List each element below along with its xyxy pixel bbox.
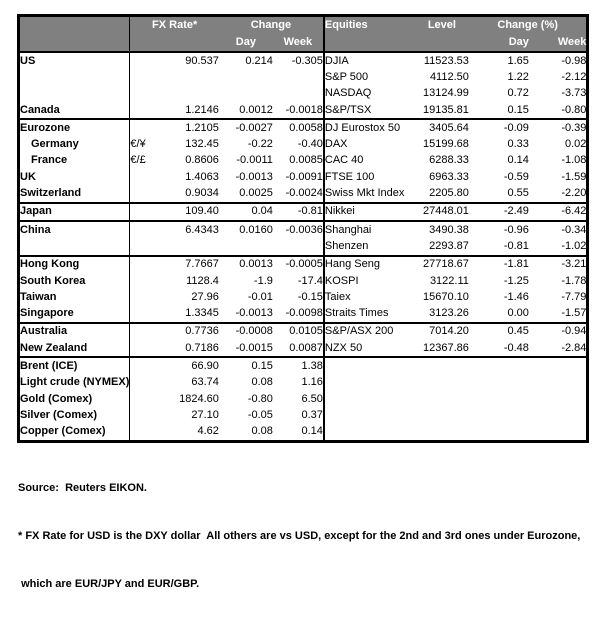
equity-change-day-cell: 0.33 [507, 138, 529, 151]
equity-change-week-cell: -3.21 [529, 256, 588, 273]
equity-level-cell: 6963.33 [429, 170, 469, 183]
equity-level-cell: 3122.11 [429, 274, 469, 287]
country-label-cell: France [19, 153, 130, 169]
equity-change-week-cell: -0.34 [529, 221, 588, 238]
equity-name-cell: DJIA [324, 52, 415, 69]
table-row [19, 256, 588, 273]
fx-rate-cell: 4.62 [197, 425, 219, 438]
fx-rate-cell: 1824.60 [179, 392, 219, 405]
equity-name-cell [324, 375, 415, 391]
fx-change-week-cell: -0.0024 [273, 185, 324, 202]
table-row [19, 407, 588, 423]
header-eq-day: Day [469, 34, 529, 52]
equity-change-week-cell: -2.12 [561, 70, 587, 83]
equity-name-cell: KOSPI [324, 274, 359, 287]
currency-pair-cell [130, 305, 164, 322]
fx-change-day-cell: 0.04 [219, 203, 273, 221]
equity-change-day-cell: 0.45 [469, 323, 529, 340]
equity-level-cell: 4112.50 [429, 70, 469, 83]
fx-rate-cell: 63.74 [191, 376, 219, 389]
equity-change-day-cell: -1.81 [469, 256, 529, 273]
equity-name-cell: S&P/TSX [324, 103, 372, 116]
fx-rate-cell: 132.45 [185, 138, 219, 151]
currency-pair-cell [130, 221, 164, 238]
currency-pair-cell [130, 273, 164, 289]
table-body [19, 52, 588, 441]
equity-change-week-cell: -1.08 [561, 154, 587, 167]
country-label-cell: Copper (Comex) [19, 424, 130, 442]
equity-change-day-cell: -2.49 [469, 203, 529, 221]
equity-change-day-cell [469, 424, 529, 442]
equity-level-cell [415, 407, 469, 423]
equity-change-day-cell: -0.81 [503, 239, 529, 252]
equity-name-cell: Nikkei [324, 203, 415, 221]
fx-change-day-cell: 0.0012 [239, 103, 273, 116]
currency-pair-cell [130, 289, 164, 305]
country-label-cell: Silver (Comex) [19, 407, 130, 423]
table-row [19, 340, 588, 357]
fx-change-day-cell: -0.0013 [235, 170, 273, 183]
equity-change-week-cell: -1.78 [561, 274, 587, 287]
fx-change-week-cell: 0.0105 [273, 323, 324, 340]
equity-change-week-cell [529, 357, 588, 374]
table-header [19, 16, 588, 53]
country-label-cell: Gold (Comex) [19, 391, 130, 407]
table-row [19, 136, 588, 152]
table-row [19, 375, 588, 391]
currency-pair-cell [130, 357, 164, 374]
country-label-cell: New Zealand [19, 340, 130, 357]
fx-rate-cell: 66.90 [164, 357, 219, 374]
equity-level-cell: 19135.81 [423, 103, 469, 116]
fx-change-week-cell: 0.37 [273, 407, 324, 423]
fx-rate-cell: 0.8606 [185, 154, 219, 167]
currency-pair-cell [130, 119, 164, 136]
equity-level-cell: 11523.53 [415, 52, 469, 69]
fx-rate-cell: 1.2105 [164, 119, 219, 136]
equity-name-cell [324, 407, 415, 423]
equity-change-week-cell [529, 391, 588, 407]
fx-footnote-line-1: * FX Rate for USD is the DXY dollar All others are vs USD, except for the 2nd and 3rd ones under Eurozone, [18, 529, 581, 542]
country-label-cell: Switzerland [19, 185, 130, 202]
equity-name-cell: DJ Eurostox 50 [324, 119, 415, 136]
currency-pair-cell [130, 256, 164, 273]
equity-name-cell: FTSE 100 [324, 170, 375, 183]
table-row [19, 221, 588, 238]
fx-change-day-cell: 0.08 [251, 425, 273, 438]
fx-change-week-cell: -0.0036 [273, 221, 324, 238]
equity-change-week-cell: -6.42 [529, 203, 588, 221]
fx-change-day-cell: -0.0027 [219, 119, 273, 136]
country-label-cell: Australia [19, 323, 130, 340]
header-blank-cell [19, 16, 130, 35]
equity-level-cell: 2205.80 [429, 187, 469, 200]
fx-change-week-cell [273, 238, 324, 255]
fx-rate-cell: 1.2146 [185, 103, 219, 116]
equity-change-week-cell: -1.02 [561, 239, 587, 252]
equity-level-cell: 15199.68 [423, 138, 469, 151]
fx-change-day-cell: 0.08 [251, 376, 273, 389]
equity-level-cell: 27718.67 [415, 256, 469, 273]
equity-level-cell: 27448.01 [415, 203, 469, 221]
fx-change-week-cell: -0.0018 [273, 102, 324, 119]
currency-pair-cell [130, 375, 164, 391]
currency-pair-cell: €/¥ [130, 138, 146, 151]
equity-name-cell [324, 357, 415, 374]
equity-name-cell: Swiss Mkt Index [324, 187, 405, 200]
currency-pair-cell [130, 407, 164, 423]
equity-name-cell: Shanghai [324, 221, 415, 238]
equity-change-week-cell [529, 407, 588, 423]
fx-change-week-cell: -0.15 [273, 289, 324, 305]
country-label-cell: Light crude (NYMEX) [19, 375, 130, 391]
table-row [19, 185, 588, 202]
fx-rate-cell: 27.10 [191, 408, 219, 421]
equity-level-cell: 12367.86 [423, 341, 469, 354]
fx-change-day-cell: -0.0013 [235, 307, 273, 320]
country-label-cell: Brent (ICE) [19, 357, 130, 374]
fx-rate-cell: 109.40 [164, 203, 219, 221]
fx-rate-cell: 1.4063 [185, 170, 219, 183]
equity-level-cell [415, 391, 469, 407]
header-blank-cell [130, 34, 219, 52]
equity-name-cell: Shenzen [324, 239, 369, 252]
fx-change-day-cell: -0.0015 [235, 341, 273, 354]
equity-change-week-cell: -2.20 [561, 187, 587, 200]
table-row [19, 391, 588, 407]
equity-change-day-cell: 0.15 [507, 103, 529, 116]
header-fx-week: Week [273, 34, 324, 52]
fx-change-week-cell: -0.0098 [273, 305, 324, 322]
equity-change-week-cell [529, 375, 588, 391]
header-eq-week: Week [529, 34, 588, 52]
equity-change-day-cell: -0.09 [469, 119, 529, 136]
equity-level-cell: 13124.99 [423, 87, 469, 100]
country-label-cell: China [19, 221, 130, 238]
fx-change-day-cell: -0.22 [247, 138, 273, 151]
equity-change-day-cell: -0.59 [503, 170, 529, 183]
fx-change-day-cell: -0.05 [247, 408, 273, 421]
fx-change-day-cell: 0.15 [219, 357, 273, 374]
fx-rate-cell [164, 86, 219, 102]
fx-change-week-cell: -0.40 [273, 136, 324, 152]
fx-change-week-cell: 0.0087 [273, 340, 324, 357]
equity-change-day-cell: 1.65 [469, 52, 529, 69]
table-row [19, 424, 588, 442]
fx-change-week-cell: -0.305 [273, 52, 324, 69]
equity-level-cell: 3405.64 [415, 119, 469, 136]
fx-rate-cell: 6.4343 [164, 221, 219, 238]
table-row [19, 86, 588, 102]
equity-change-week-cell: -0.98 [529, 52, 588, 69]
country-label-cell: Canada [19, 102, 130, 119]
fx-rate-cell: 1128.4 [186, 274, 219, 287]
equity-name-cell: CAC 40 [324, 154, 364, 167]
equity-name-cell: S&P 500 [324, 70, 369, 83]
fx-change-week-cell: -17.4 [273, 273, 324, 289]
header-blank-cell [415, 34, 469, 52]
equity-name-cell: Hang Seng [324, 256, 415, 273]
fx-change-day-cell: -0.0011 [236, 154, 273, 167]
equity-change-day-cell: 1.22 [507, 70, 529, 83]
equity-name-cell: DAX [324, 138, 348, 151]
fx-rate-cell: 0.7186 [185, 341, 219, 354]
equity-level-cell: 7014.20 [415, 323, 469, 340]
table-row [19, 273, 588, 289]
country-label-cell: South Korea [19, 273, 130, 289]
table-row [19, 69, 588, 85]
equity-change-day-cell: 0.72 [507, 87, 529, 100]
country-label-cell: Japan [19, 203, 130, 221]
header-blank-cell [19, 34, 130, 52]
header-fx-change: Change [219, 16, 324, 35]
country-label-cell: Eurozone [19, 119, 130, 136]
page [0, 14, 600, 590]
fx-rate-cell: 0.9034 [185, 187, 219, 200]
source-note: Source: Reuters EIKON. [18, 481, 147, 494]
fx-rate-cell: 27.96 [191, 290, 219, 303]
fx-change-day-cell: 0.0025 [239, 187, 273, 200]
fx-rate-cell: 90.537 [164, 52, 219, 69]
equity-change-week-cell: -0.39 [529, 119, 588, 136]
table-row [19, 52, 588, 69]
fx-change-day-cell: 0.0013 [219, 256, 273, 273]
table-row [19, 169, 588, 185]
equity-change-day-cell: -1.25 [503, 274, 529, 287]
equity-name-cell: Taiex [324, 290, 351, 303]
country-label-cell: UK [19, 169, 130, 185]
equity-change-week-cell: -3.73 [561, 87, 587, 100]
currency-pair-cell [130, 69, 164, 85]
fx-change-day-cell [219, 69, 273, 85]
currency-pair-cell [130, 52, 164, 69]
currency-pair-cell [130, 391, 164, 407]
equity-change-week-cell: -0.80 [561, 103, 587, 116]
equity-name-cell [324, 391, 415, 407]
equity-change-day-cell [469, 407, 529, 423]
equity-change-day-cell: -0.48 [503, 341, 529, 354]
equity-name-cell [324, 424, 415, 442]
equity-name-cell: NZX 50 [324, 341, 363, 354]
equity-change-week-cell: -7.79 [561, 290, 587, 303]
fx-rate-cell: 7.7667 [164, 256, 219, 273]
country-label-cell [19, 86, 130, 102]
equity-level-cell [415, 357, 469, 374]
fx-change-week-cell: 0.14 [273, 424, 324, 442]
header-fx-rate: FX Rate* [130, 16, 219, 35]
fx-change-week-cell: 1.16 [273, 375, 324, 391]
fx-change-day-cell: -1.9 [253, 274, 273, 287]
fx-change-week-cell: 0.0058 [273, 119, 324, 136]
equity-change-week-cell: 0.02 [564, 138, 587, 151]
currency-pair-cell [130, 238, 164, 255]
country-label-cell: US [19, 52, 130, 69]
currency-pair-cell [130, 86, 164, 102]
table-row [19, 153, 588, 169]
table-row [19, 305, 588, 322]
equity-change-week-cell: -1.57 [561, 307, 587, 320]
fx-change-day-cell [219, 86, 273, 102]
equity-change-day-cell: 0.55 [507, 187, 529, 200]
fx-change-week-cell [273, 69, 324, 85]
currency-pair-cell [130, 169, 164, 185]
currency-pair-cell [130, 424, 164, 442]
header-equities: Equities [324, 16, 415, 35]
equity-name-cell: Straits Times [324, 307, 389, 320]
fx-change-day-cell [219, 238, 273, 255]
equity-change-week-cell [529, 424, 588, 442]
country-label-cell [19, 69, 130, 85]
currency-pair-cell: €/£ [130, 154, 146, 167]
fx-change-day-cell: -0.0008 [219, 323, 273, 340]
country-label-cell: Taiwan [19, 289, 130, 305]
equity-change-day-cell: 0.14 [507, 154, 529, 167]
table-row [19, 102, 588, 119]
country-label-cell: Germany [19, 136, 130, 152]
currency-pair-cell [130, 340, 164, 357]
table-row [19, 289, 588, 305]
fx-change-day-cell: 0.214 [219, 52, 273, 69]
fx-rate-cell: 1.3345 [185, 307, 219, 320]
fx-change-week-cell: -0.0005 [273, 256, 324, 273]
equity-change-week-cell: -0.94 [529, 323, 588, 340]
equity-level-cell: 6288.33 [429, 154, 469, 167]
fx-change-week-cell [273, 86, 324, 102]
equity-change-week-cell: -2.84 [561, 341, 587, 354]
fx-change-week-cell: 0.0085 [273, 153, 324, 169]
country-label-cell [19, 238, 130, 255]
fx-rate-cell [164, 238, 219, 255]
equity-change-day-cell: 0.00 [507, 307, 529, 320]
equity-change-week-cell: -1.59 [561, 170, 587, 183]
fx-change-week-cell: -0.0091 [273, 169, 324, 185]
fx-rate-cell [164, 69, 219, 85]
header-eq-change-pct: Change (%) [469, 16, 588, 35]
currency-pair-cell [130, 203, 164, 221]
fx-change-week-cell: -0.81 [273, 203, 324, 221]
fx-change-week-cell: 1.38 [273, 357, 324, 374]
equity-level-cell [415, 424, 469, 442]
currency-pair-cell [130, 323, 164, 340]
fx-change-day-cell: -0.80 [247, 392, 273, 405]
currency-pair-cell [130, 185, 164, 202]
market-data-table [17, 14, 589, 443]
fx-change-day-cell: 0.0160 [219, 221, 273, 238]
header-blank-cell [324, 34, 415, 52]
equity-level-cell: 3123.26 [429, 307, 469, 320]
equity-change-day-cell [469, 375, 529, 391]
equity-change-day-cell [469, 391, 529, 407]
header-fx-day: Day [219, 34, 273, 52]
equity-level-cell: 15670.10 [423, 290, 469, 303]
equity-change-day-cell: -0.96 [469, 221, 529, 238]
table-row [19, 323, 588, 340]
currency-pair-cell [130, 102, 164, 119]
fx-footnote-line-2: which are EUR/JPY and EUR/GBP. [18, 577, 200, 590]
equity-level-cell [415, 375, 469, 391]
equity-level-cell: 3490.38 [415, 221, 469, 238]
equity-change-day-cell [469, 357, 529, 374]
fx-change-day-cell: -0.01 [247, 290, 273, 303]
fx-rate-cell: 0.7736 [164, 323, 219, 340]
country-label-cell: Hong Kong [19, 256, 130, 273]
table-row [19, 119, 588, 136]
equity-change-day-cell: -1.46 [503, 290, 529, 303]
table-footer [18, 448, 600, 624]
header-level: Level [415, 16, 469, 35]
equity-name-cell: NASDAQ [324, 87, 372, 100]
table-row [19, 357, 588, 374]
equity-name-cell: S&P/ASX 200 [324, 323, 415, 340]
fx-change-week-cell: 6.50 [273, 391, 324, 407]
country-label-cell: Singapore [19, 305, 130, 322]
table-row [19, 203, 588, 221]
table-row [19, 238, 588, 255]
equity-level-cell: 2293.87 [429, 239, 469, 252]
